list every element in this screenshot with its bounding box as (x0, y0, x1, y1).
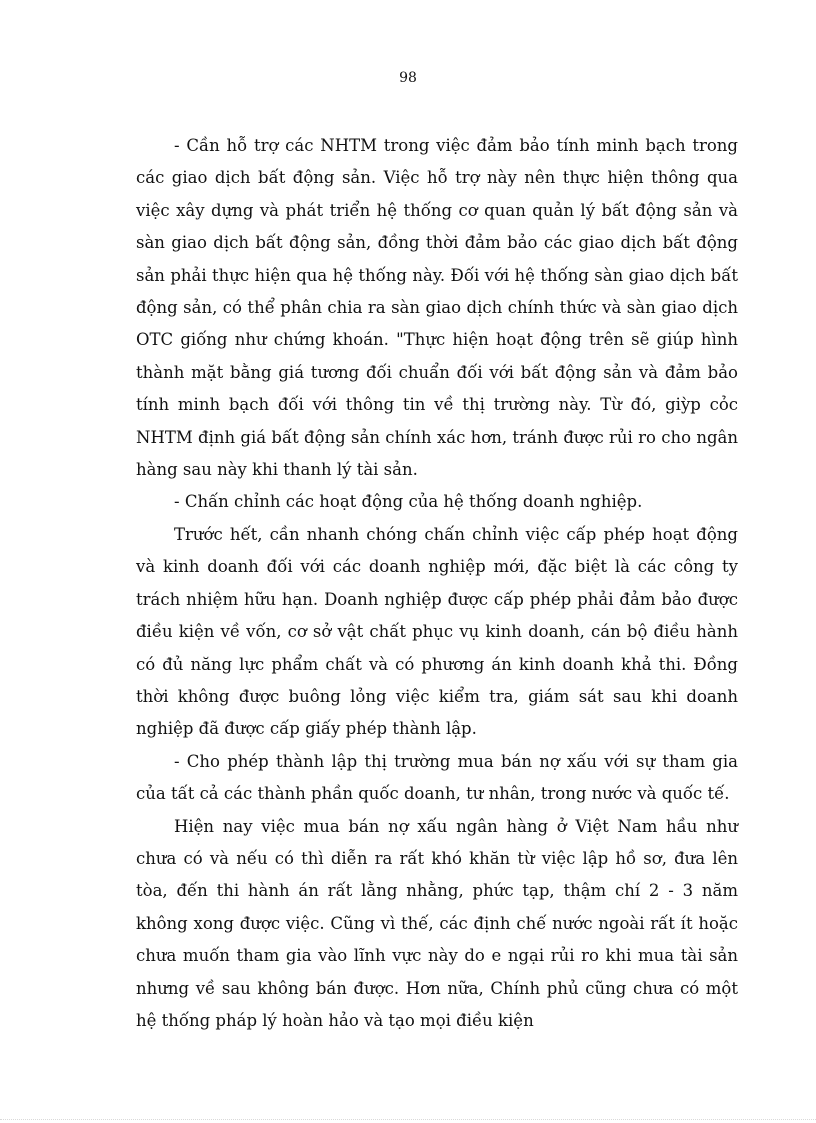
paragraph-bad-debt-market: - Cho phép thành lập thị trường mua bán nợ xấu với sự tham gia của tất cả các thành phần quốc doanh, tư nhân, trong nước và quốc tế. (136, 751, 738, 804)
paragraph-current-situation: Hiện nay việc mua bán nợ xấu ngân hàng ở Việt Nam hầu như chưa có và nếu có thì diễn ra rất khó khăn từ việc lập hồ sơ, đưa lên tòa, đến thi hành án rất lằng nhằng, phức tạp, thậm chí 2 - 3 năm không xong được việc. Cũng vì thế, các định chế nước ngoài rất ít hoặc chưa muốn tham gia vào lĩnh vực này do e ngại rủi ro khi mua tài sản nhưng về sau không bán được. Hơn nữa, Chính phủ cũng chưa có một hệ thống pháp lý hoàn hảo và tạo mọi điều kiện (136, 816, 738, 1030)
paragraph-transparency: - Cần hỗ trợ các NHTM trong việc đảm bảo tính minh bạch trong các giao dịch bất động sản. Việc hỗ trợ này nên thực hiện thông qua việc xây dựng và phát triển hệ thống cơ quan quản lý bất động sản và sàn giao dịch bất động sản, đồng thời đảm bảo các giao dịch bất động sản phải thực hiện qua hệ thống này. Đối với hệ thống sàn giao dịch bất động sản, có thể phân chia ra sàn giao dịch chính thức và sàn giao dịch OTC giống như chứng khoán. "Thực hiện hoạt động trên sẽ giúp hình thành mặt bằng giá tương đối chuẩn đối với bất động sản và đảm bảo tính minh bạch đối với thông tin về thị trường này. Từ đó, giỳp cỏc NHTM định giá bất động sản chính xác hơn, tránh được rủi ro cho ngân hàng sau này khi thanh lý tài sản. (136, 136, 738, 480)
paragraph-business-heading: - Chấn chỉnh các hoạt động của hệ thống doanh nghiệp. (174, 492, 643, 512)
page-number: 98 (399, 70, 417, 86)
footer-dotted-rule (0, 1119, 816, 1120)
paragraph-licensing: Trước hết, cần nhanh chóng chấn chỉnh việc cấp phép hoạt động và kinh doanh đối với các doanh nghiệp mới, đặc biệt là các công ty trách nhiệm hữu hạn. Doanh nghiệp được cấp phép phải đảm bảo được điều kiện về vốn, cơ sở vật chất phục vụ kinh doanh, cán bộ điều hành có đủ năng lực phẩm chất và có phương án kinh doanh khả thi. Đồng thời không được buông lỏng việc kiểm tra, giám sát sau khi doanh nghiệp đã được cấp giấy phép thành lập. (136, 524, 738, 739)
body-text (136, 130, 738, 1037)
